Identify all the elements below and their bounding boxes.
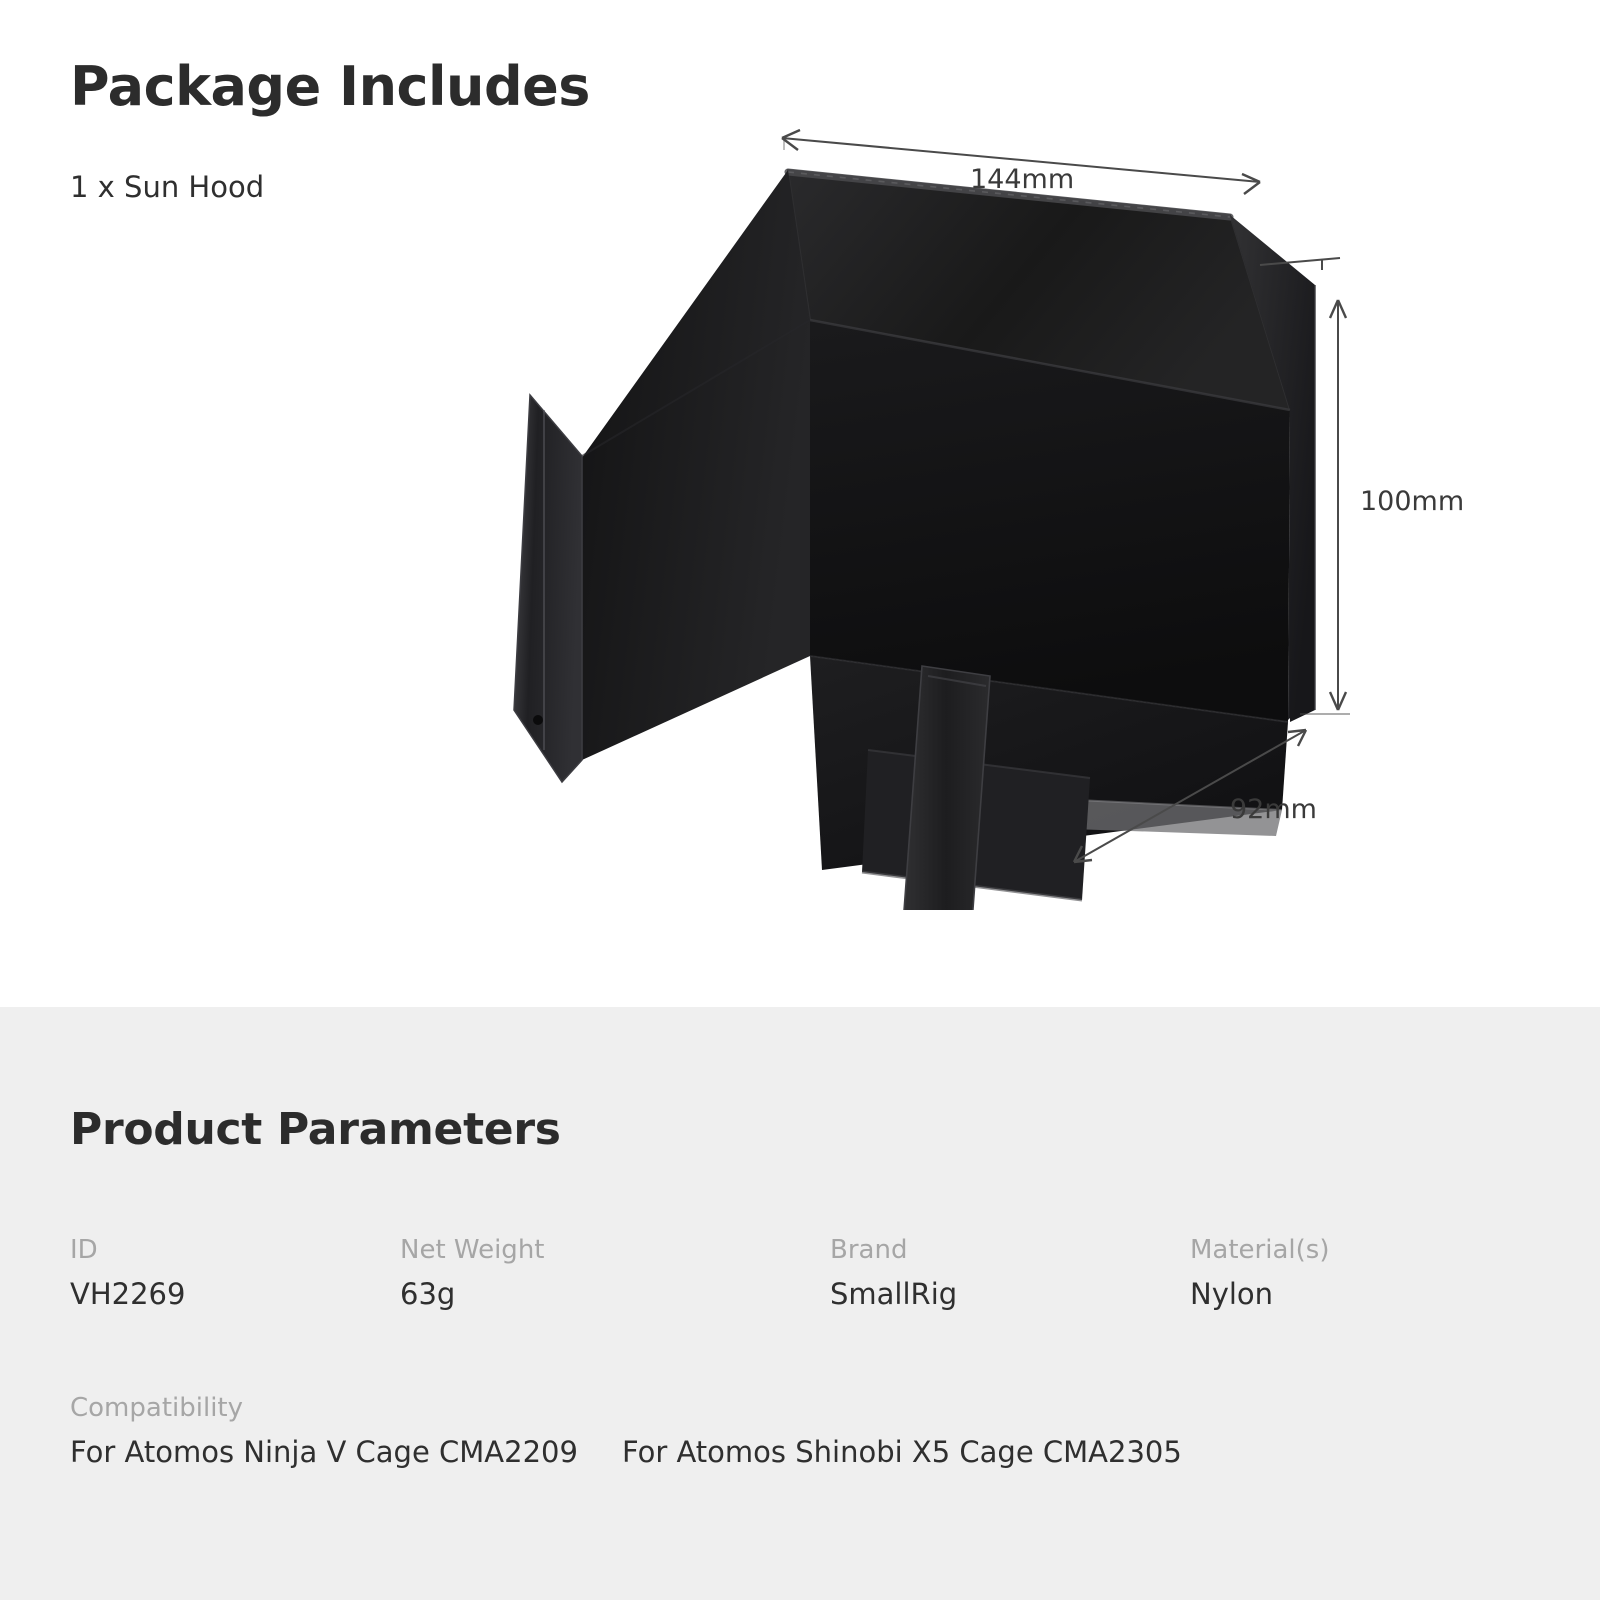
spec-item-compatibility — [70, 1393, 1540, 1469]
spec-label-net-weight: Net Weight — [400, 1235, 545, 1265]
spec-grid — [70, 1235, 1540, 1311]
hood-left-flap — [514, 395, 582, 782]
package-item-0: 1 x Sun Hood — [70, 170, 265, 204]
spec-value-compatibility-list — [70, 1435, 1540, 1469]
spec-item-id — [70, 1235, 400, 1311]
product-parameters-title: Product Parameters — [70, 1104, 561, 1155]
spec-value-brand: SmallRig — [830, 1277, 958, 1311]
spec-value-id: VH2269 — [70, 1277, 186, 1311]
spec-value-materials: Nylon — [1190, 1277, 1274, 1311]
spec-label-id: ID — [70, 1235, 98, 1265]
spec-value-net-weight: 63g — [400, 1277, 456, 1311]
product-parameters-section — [0, 1007, 1600, 1600]
spec-label-brand: Brand — [830, 1235, 908, 1265]
sun-hood-photo — [470, 110, 1480, 910]
spec-item-brand — [830, 1235, 1190, 1311]
spec-item-net-weight — [400, 1235, 830, 1311]
compatibility-value-0: For Atomos Ninja V Cage CMA2209 — [70, 1435, 578, 1469]
dimension-height-label: 100mm — [1360, 486, 1465, 517]
spec-item-materials — [1190, 1235, 1540, 1311]
spec-label-compatibility: Compatibility — [70, 1393, 243, 1423]
dimension-depth-label: 92mm — [1230, 794, 1317, 825]
package-includes-title: Package Includes — [70, 55, 590, 118]
dimension-width-label: 144mm — [970, 164, 1075, 195]
spec-label-materials: Material(s) — [1190, 1235, 1330, 1265]
compatibility-value-1: For Atomos Shinobi X5 Cage CMA2305 — [621, 1435, 1182, 1469]
hood-left-panel — [566, 170, 810, 760]
